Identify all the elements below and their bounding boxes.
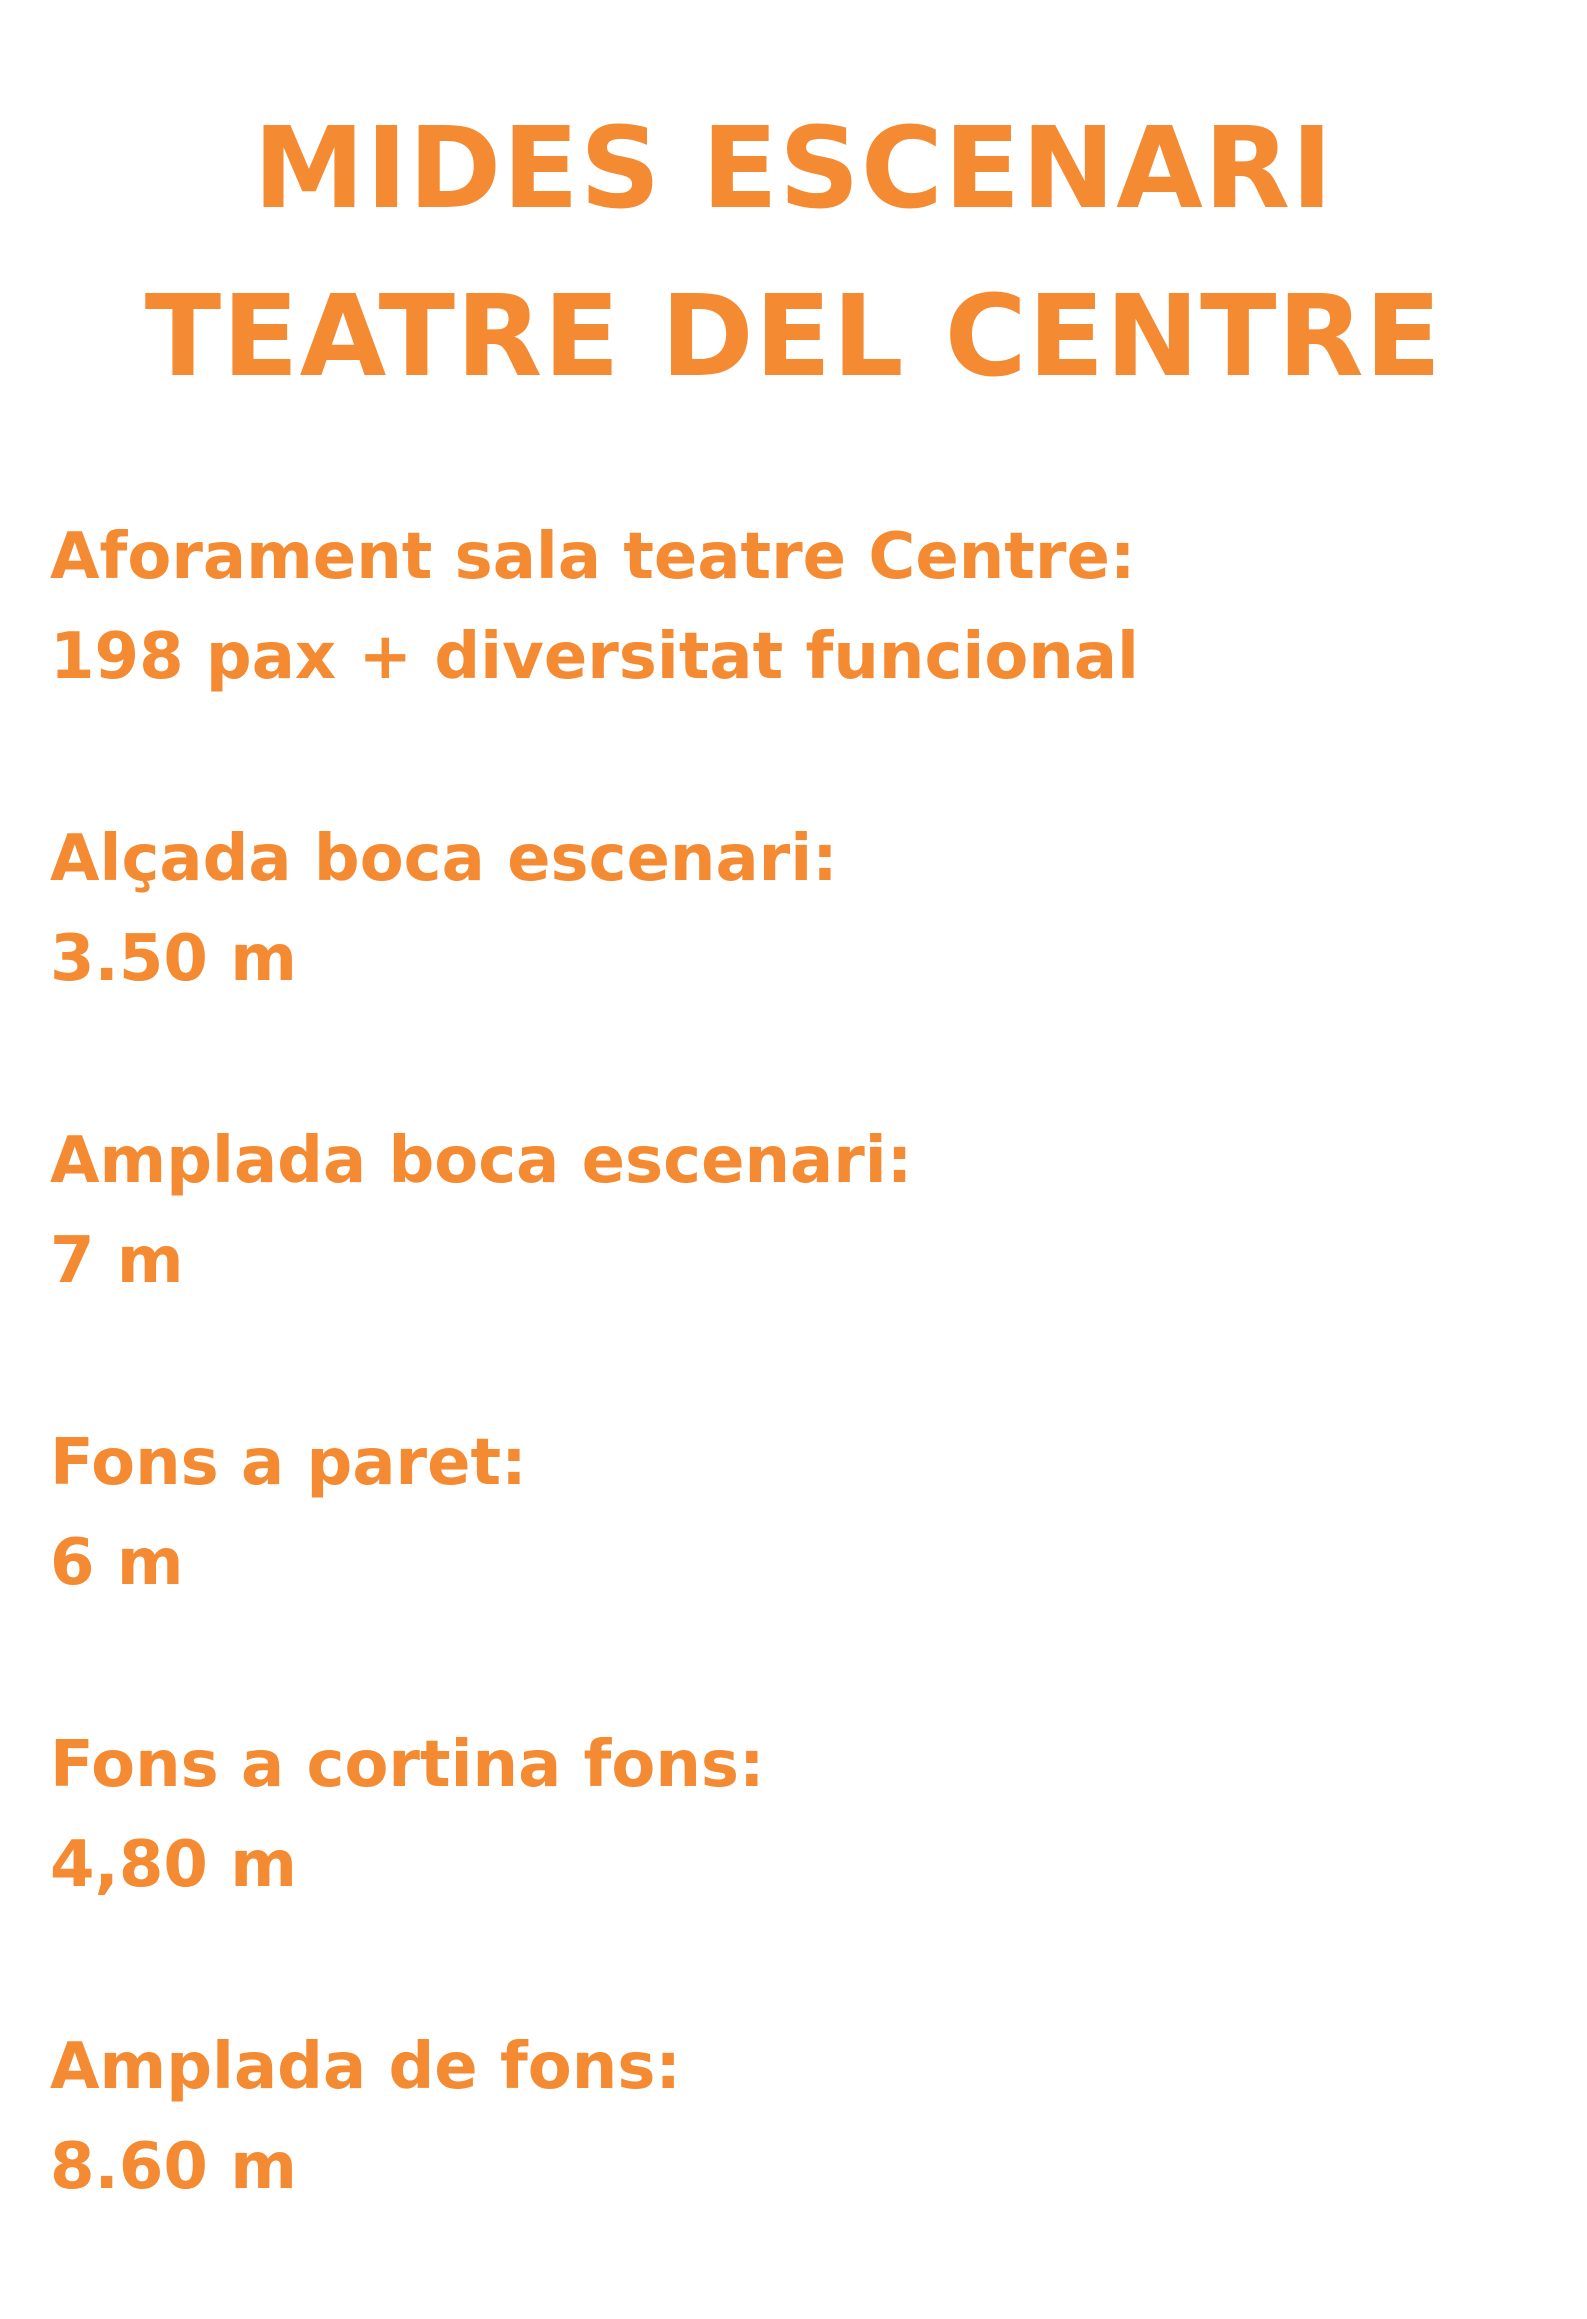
- spec-value: 8.60 m: [50, 2130, 297, 2204]
- spec-label: Fons a paret:: [50, 1426, 527, 1500]
- page-title: [0, 85, 1587, 421]
- spec-value: 198 pax + diversitat funcional: [50, 620, 1139, 694]
- stage-specs-list: [50, 507, 1530, 2319]
- spec-label: Amplada boca escenari:: [50, 1124, 913, 1198]
- spec-label: Aforament sala teatre Centre:: [50, 520, 1136, 594]
- spec-value: 3.50 m: [50, 922, 297, 996]
- title-line-2: TEATRE DEL CENTRE: [144, 272, 1443, 402]
- spec-label: Amplada de fons:: [50, 2030, 681, 2104]
- spec-depth-to-wall: [50, 1413, 1530, 1715]
- spec-value: 7 m: [50, 1224, 184, 1298]
- spec-depth-to-back-curtain: [50, 1715, 1530, 2017]
- spec-stage-opening-height: [50, 809, 1530, 1111]
- spec-value: 4,80 m: [50, 1828, 297, 1902]
- spec-back-width: [50, 2017, 1530, 2319]
- spec-stage-opening-width: [50, 1111, 1530, 1413]
- title-line-1: MIDES ESCENARI: [253, 104, 1334, 234]
- spec-value: 6 m: [50, 1526, 184, 1600]
- spec-capacity: [50, 507, 1530, 809]
- spec-label: Fons a cortina fons:: [50, 1728, 765, 1802]
- spec-label: Alçada boca escenari:: [50, 822, 838, 896]
